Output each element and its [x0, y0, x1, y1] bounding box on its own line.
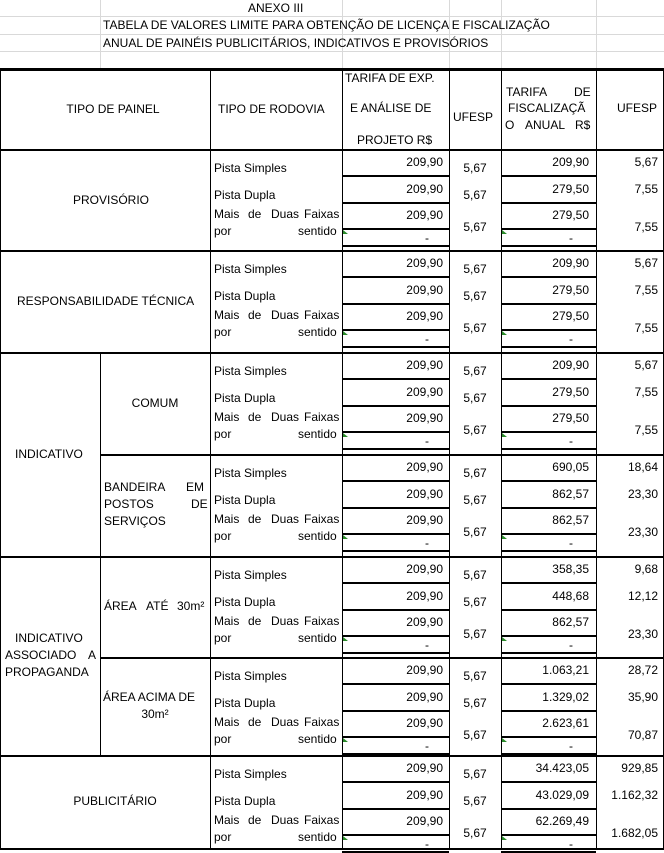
row-label-pista-simples: Pista Simples	[214, 364, 287, 378]
cell-underline	[501, 609, 596, 611]
row-label-pista-simples: Pista Simples	[214, 262, 287, 276]
gridline	[0, 34, 664, 35]
ufesp-fisc-value: 7,55	[634, 423, 658, 437]
cell-comment-marker	[502, 230, 507, 234]
row-label-sentido: sentido	[298, 732, 337, 746]
row-label-mais-b: de	[248, 410, 262, 424]
empty-cell-dash: -	[569, 739, 573, 753]
row-label-pista-dupla: Pista Dupla	[214, 391, 276, 405]
group-separator	[0, 250, 664, 252]
row-label-mais-a: Mais	[214, 207, 240, 221]
empty-cell-dash: -	[425, 434, 429, 448]
empty-cell-dash: -	[569, 434, 573, 448]
empty-cell-dash: -	[425, 837, 429, 851]
exp-value: 209,90	[406, 562, 443, 576]
header-tarifa-exp-3: PROJETO R$	[357, 133, 433, 147]
subgroup-bandeira-3: SERVIÇOS	[104, 514, 166, 528]
fisc-value: 862,57	[552, 487, 589, 501]
cell-underline	[501, 781, 596, 783]
empty-cell-dash: -	[425, 231, 429, 245]
row-label-mais-d: Faixas	[304, 813, 340, 827]
fisc-value: 358,35	[552, 562, 589, 576]
group-assoc-2a: ASSOCIADO	[5, 648, 77, 662]
cell-underline	[501, 550, 596, 552]
cell-underline	[342, 609, 449, 611]
cell-comment-marker	[343, 230, 348, 234]
cell-comment-marker	[343, 331, 348, 335]
cell-underline	[501, 175, 596, 177]
cell-underline	[342, 378, 449, 380]
gridline	[0, 51, 664, 52]
row-label-mais-b: de	[248, 512, 262, 526]
ufesp-value: 5,67	[463, 321, 487, 335]
exp-value: 209,90	[406, 615, 443, 629]
cell-underline	[501, 329, 596, 331]
fisc-value: 62.269,49	[535, 814, 589, 828]
cell-underline	[342, 533, 449, 535]
fisc-value: 279,50	[552, 283, 589, 297]
exp-value: 209,90	[406, 589, 443, 603]
group-indicativo: INDICATIVO	[15, 447, 83, 461]
header-tarifa-fisc-3c: R$	[575, 118, 591, 132]
cell-underline	[501, 683, 596, 685]
empty-cell-dash: -	[425, 536, 429, 550]
fisc-value: 43.029,09	[535, 788, 589, 802]
ufesp-fisc-value: 1.162,32	[611, 788, 658, 802]
ufesp-fisc-value: 28,72	[627, 663, 658, 677]
group-publicitario: PUBLICITÁRIO	[73, 794, 157, 808]
exp-value: 209,90	[406, 155, 443, 169]
row-label-mais-d: Faixas	[304, 614, 340, 628]
cell-underline	[501, 480, 596, 482]
cell-underline	[501, 346, 596, 348]
cell-comment-marker	[502, 433, 507, 437]
header-tarifa-fisc-1b: DE	[574, 85, 591, 99]
ufesp-fisc-value: 9,68	[634, 562, 658, 576]
ufesp-value: 5,67	[463, 220, 487, 234]
ufesp-value: 5,67	[463, 568, 487, 582]
row-label-mais-c: Duas	[271, 207, 300, 221]
row-label-por: por	[214, 732, 232, 746]
empty-cell-dash: -	[425, 638, 429, 652]
cell-underline	[342, 303, 449, 305]
row-label-pista-dupla: Pista Dupla	[214, 493, 276, 507]
ufesp-fisc-value: 7,55	[634, 385, 658, 399]
ufesp-fisc-value: 70,87	[627, 728, 658, 742]
cell-underline	[342, 781, 449, 783]
cell-underline	[501, 652, 596, 654]
row-label-mais-a: Mais	[214, 410, 240, 424]
exp-value: 209,90	[406, 411, 443, 425]
row-label-mais-a: Mais	[214, 813, 240, 827]
ufesp-fisc-value: 1.682,05	[611, 826, 658, 840]
row-label-mais-c: Duas	[271, 410, 300, 424]
table-top-border	[0, 68, 664, 71]
cell-underline	[501, 808, 596, 810]
row-label-pista-simples: Pista Simples	[214, 568, 287, 582]
ufesp-fisc-value: 7,55	[634, 220, 658, 234]
empty-cell-dash: -	[569, 837, 573, 851]
cell-underline	[342, 507, 449, 509]
cell-underline	[501, 635, 596, 637]
fisc-value: 34.423,05	[535, 761, 589, 775]
subgroup-area-acima-1: ÁREA ACIMA DE	[103, 690, 196, 704]
cell-underline	[501, 245, 596, 247]
cell-underline	[501, 276, 596, 278]
row-label-por: por	[214, 325, 232, 339]
row-label-mais-c: Duas	[271, 308, 300, 322]
ufesp-value: 5,67	[463, 262, 487, 276]
column-border	[0, 68, 1, 850]
cell-underline	[501, 533, 596, 535]
ufesp-value: 5,67	[463, 364, 487, 378]
cell-underline	[342, 683, 449, 685]
empty-cell-dash: -	[569, 231, 573, 245]
cell-underline	[501, 448, 596, 450]
fisc-value: 279,50	[552, 309, 589, 323]
cell-underline	[342, 175, 449, 177]
header-tarifa-fisc-1a: TARIFA	[506, 85, 548, 99]
cell-underline	[342, 202, 449, 204]
table-title: TABELA DE VALORES LIMITE PARA OBTENÇÃO DE LICENÇA E FISCALIZAÇÃO	[103, 18, 550, 32]
row-label-sentido: sentido	[298, 529, 337, 543]
ufesp-fisc-value: 35,90	[627, 690, 658, 704]
exp-value: 209,90	[406, 385, 443, 399]
cell-underline	[501, 202, 596, 204]
group-provisorio: PROVISÓRIO	[72, 193, 149, 207]
cell-comment-marker	[502, 738, 507, 742]
cell-underline	[342, 582, 449, 584]
subgroup-separator	[100, 657, 664, 659]
row-label-mais-c: Duas	[271, 813, 300, 827]
ufesp-fisc-value: 18,64	[627, 460, 658, 474]
row-label-por: por	[214, 427, 232, 441]
ufesp-value: 5,67	[463, 391, 487, 405]
cell-underline	[342, 710, 449, 712]
header-tipo-painel: TIPO DE PAINEL	[66, 102, 160, 116]
row-label-mais-d: Faixas	[304, 715, 340, 729]
column-border	[210, 68, 211, 850]
exp-value: 209,90	[406, 208, 443, 222]
row-label-mais-c: Duas	[271, 512, 300, 526]
ufesp-value: 5,67	[463, 525, 487, 539]
ufesp-fisc-value: 7,55	[634, 182, 658, 196]
subgroup-comum: COMUM	[131, 396, 179, 410]
ufesp-value: 5,67	[463, 466, 487, 480]
cell-underline	[501, 834, 596, 836]
cell-underline	[342, 753, 449, 755]
cell-underline	[342, 652, 449, 654]
fisc-value: 862,57	[552, 513, 589, 527]
cell-underline	[501, 378, 596, 380]
row-label-pista-dupla: Pista Dupla	[214, 595, 276, 609]
ufesp-fisc-value: 5,67	[634, 256, 658, 270]
exp-value: 209,90	[406, 716, 443, 730]
empty-cell-dash: -	[425, 332, 429, 346]
cell-underline	[501, 228, 596, 230]
ufesp-fisc-value: 5,67	[634, 155, 658, 169]
fisc-value: 209,90	[552, 358, 589, 372]
exp-value: 209,90	[406, 690, 443, 704]
cell-underline	[342, 480, 449, 482]
cell-underline	[342, 346, 449, 348]
group-responsabilidade-tecnica: RESPONSABILIDADE TÉCNICA	[17, 294, 195, 308]
cell-underline	[342, 329, 449, 331]
ufesp-value: 5,67	[463, 595, 487, 609]
subgroup-border	[100, 352, 101, 756]
group-assoc-1: INDICATIVO	[15, 631, 83, 645]
ufesp-value: 5,67	[463, 794, 487, 808]
header-tarifa-exp-1: TARIFA DE EXP.	[345, 71, 435, 85]
gridline	[0, 16, 664, 17]
cell-underline	[342, 245, 449, 247]
empty-cell-dash: -	[569, 638, 573, 652]
ufesp-fisc-value: 23,30	[627, 525, 658, 539]
exp-value: 209,90	[406, 814, 443, 828]
row-label-por: por	[214, 830, 232, 844]
row-label-mais-d: Faixas	[304, 410, 340, 424]
cell-underline	[501, 582, 596, 584]
exp-value: 209,90	[406, 283, 443, 297]
ufesp-value: 5,67	[463, 289, 487, 303]
row-label-mais-b: de	[248, 614, 262, 628]
subgroup-area-ate-1: ÁREA	[104, 599, 137, 613]
cell-underline	[342, 228, 449, 230]
header-tarifa-exp-2: E ANÁLISE DE	[350, 101, 432, 115]
row-label-mais-a: Mais	[214, 614, 240, 628]
fisc-value: 209,90	[552, 256, 589, 270]
fisc-value: 2.623,61	[542, 716, 589, 730]
row-label-pista-simples: Pista Simples	[214, 669, 287, 683]
row-label-pista-simples: Pista Simples	[214, 767, 287, 781]
group-assoc-3: PROPAGANDA	[5, 665, 89, 679]
header-bottom-border	[0, 149, 664, 151]
cell-underline	[342, 635, 449, 637]
exp-value: 209,90	[406, 460, 443, 474]
ufesp-fisc-value: 7,55	[634, 321, 658, 335]
ufesp-fisc-value: 12,12	[627, 589, 658, 603]
row-label-sentido: sentido	[298, 830, 337, 844]
cell-underline	[342, 431, 449, 433]
ufesp-value: 5,67	[463, 669, 487, 683]
header-tarifa-fisc-2: FISCALIZAÇÃ	[508, 101, 586, 115]
row-label-mais-d: Faixas	[304, 308, 340, 322]
fisc-value: 862,57	[552, 615, 589, 629]
fisc-value: 690,05	[552, 460, 589, 474]
ufesp-value: 5,67	[463, 493, 487, 507]
table-subtitle: ANUAL DE PAINÉIS PUBLICITÁRIOS, INDICATIVOS E PROVISÓRIOS	[103, 36, 489, 50]
row-label-mais-a: Mais	[214, 308, 240, 322]
header-tarifa-fisc-3b: ANUAL	[525, 118, 566, 132]
exp-value: 209,90	[406, 761, 443, 775]
empty-cell-dash: -	[569, 536, 573, 550]
ufesp-fisc-value: 23,30	[627, 627, 658, 641]
row-label-mais-b: de	[248, 308, 262, 322]
fisc-value: 1.063,21	[542, 663, 589, 677]
ufesp-fisc-value: 23,30	[627, 487, 658, 501]
row-label-pista-dupla: Pista Dupla	[214, 696, 276, 710]
subgroup-area-acima-2: 30m²	[141, 707, 169, 721]
cell-underline	[342, 405, 449, 407]
cell-underline	[501, 507, 596, 509]
exp-value: 209,90	[406, 513, 443, 527]
fisc-value: 1.329,02	[542, 690, 589, 704]
ufesp-value: 5,67	[463, 767, 487, 781]
row-label-sentido: sentido	[298, 631, 337, 645]
exp-value: 209,90	[406, 358, 443, 372]
row-label-mais-b: de	[248, 715, 262, 729]
cell-comment-marker	[502, 637, 507, 641]
row-label-mais-a: Mais	[214, 715, 240, 729]
cell-comment-marker	[343, 433, 348, 437]
row-label-mais-c: Duas	[271, 614, 300, 628]
header-ufesp-1: UFESP	[453, 110, 494, 124]
cell-underline	[342, 736, 449, 738]
subgroup-area-ate-3: 30m²	[177, 599, 205, 613]
fisc-value: 209,90	[552, 155, 589, 169]
fisc-value: 279,50	[552, 208, 589, 222]
row-label-sentido: sentido	[298, 427, 337, 441]
cell-underline	[342, 808, 449, 810]
cell-underline	[501, 710, 596, 712]
ufesp-value: 5,67	[463, 627, 487, 641]
cell-comment-marker	[343, 535, 348, 539]
ufesp-value: 5,67	[463, 161, 487, 175]
cell-underline	[342, 834, 449, 836]
subgroup-bandeira-2a: POSTOS	[104, 497, 154, 511]
cell-underline	[501, 736, 596, 738]
row-label-pista-dupla: Pista Dupla	[214, 289, 276, 303]
ufesp-value: 5,67	[463, 188, 487, 202]
ufesp-fisc-value: 7,55	[634, 283, 658, 297]
empty-cell-dash: -	[425, 739, 429, 753]
row-label-mais-c: Duas	[271, 715, 300, 729]
header-tipo-rodovia: TIPO DE RODOVIA	[218, 102, 325, 116]
fisc-value: 279,50	[552, 182, 589, 196]
row-label-pista-dupla: Pista Dupla	[214, 188, 276, 202]
fisc-value: 448,68	[552, 589, 589, 603]
row-label-mais-b: de	[248, 207, 262, 221]
row-label-por: por	[214, 631, 232, 645]
exp-value: 209,90	[406, 487, 443, 501]
cell-underline	[342, 550, 449, 552]
exp-value: 209,90	[406, 663, 443, 677]
row-label-sentido: sentido	[298, 325, 337, 339]
cell-underline	[501, 431, 596, 433]
subgroup-bandeira-2b: DE	[191, 497, 208, 511]
cell-underline	[501, 753, 596, 755]
cell-comment-marker	[502, 331, 507, 335]
exp-value: 209,90	[406, 788, 443, 802]
fisc-value: 279,50	[552, 411, 589, 425]
group-assoc-2b: A	[88, 648, 97, 662]
cell-underline	[342, 276, 449, 278]
cell-underline	[501, 303, 596, 305]
row-label-por: por	[214, 529, 232, 543]
fisc-value: 279,50	[552, 385, 589, 399]
empty-cell-dash: -	[569, 332, 573, 346]
subgroup-area-ate-2: ATÉ	[146, 599, 169, 613]
row-label-pista-simples: Pista Simples	[214, 161, 287, 175]
header-ufesp-2: UFESP	[617, 101, 658, 115]
ufesp-fisc-value: 5,67	[634, 358, 658, 372]
row-label-mais-a: Mais	[214, 512, 240, 526]
ufesp-value: 5,67	[463, 826, 487, 840]
ufesp-value: 5,67	[463, 423, 487, 437]
exp-value: 209,90	[406, 309, 443, 323]
ufesp-fisc-value: 929,85	[621, 761, 658, 775]
cell-comment-marker	[502, 535, 507, 539]
ufesp-value: 5,67	[463, 696, 487, 710]
annex-label: ANEXO III	[248, 1, 304, 15]
row-label-mais-d: Faixas	[304, 207, 340, 221]
cell-underline	[342, 448, 449, 450]
subgroup-bandeira-1b: EM	[186, 480, 204, 494]
subgroup-bandeira-1a: BANDEIRA	[104, 480, 166, 494]
cell-comment-marker	[343, 637, 348, 641]
row-label-sentido: sentido	[298, 224, 337, 238]
cell-underline	[501, 405, 596, 407]
row-label-pista-simples: Pista Simples	[214, 466, 287, 480]
exp-value: 209,90	[406, 256, 443, 270]
ufesp-value: 5,67	[463, 728, 487, 742]
row-label-mais-d: Faixas	[304, 512, 340, 526]
exp-value: 209,90	[406, 182, 443, 196]
subgroup-separator	[100, 454, 664, 456]
row-label-mais-b: de	[248, 813, 262, 827]
cell-comment-marker	[343, 836, 348, 840]
cell-comment-marker	[343, 738, 348, 742]
row-label-por: por	[214, 224, 232, 238]
row-label-pista-dupla: Pista Dupla	[214, 794, 276, 808]
cell-comment-marker	[502, 836, 507, 840]
header-tarifa-fisc-3a: O	[505, 118, 515, 132]
